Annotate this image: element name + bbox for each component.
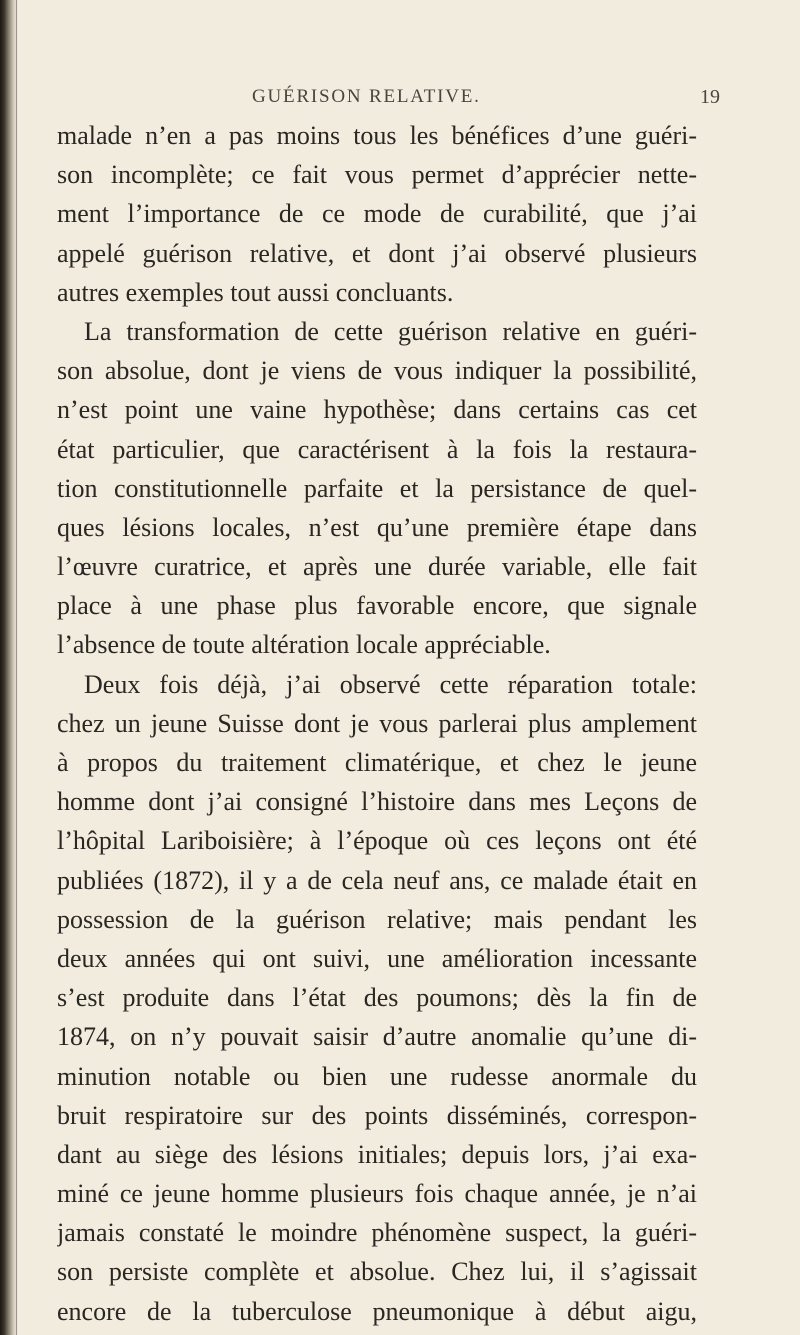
- text-line: Deux fois déjà, j’ai observé cette réparation totale:: [84, 669, 697, 699]
- text-line: appelé guérison relative, et dont j’ai observé plusieurs: [57, 238, 697, 268]
- text-line: dant au siège des lésions initiales; depuis lors, j’ai exa-: [57, 1139, 697, 1169]
- text-line: miné ce jeune homme plusieurs fois chaque année, je n’ai: [57, 1179, 697, 1209]
- body-text: [57, 116, 697, 1331]
- text-line: à propos du traitement climatérique, et chez le jeune: [57, 748, 697, 777]
- page-number: 19: [700, 86, 720, 108]
- text-line: l’œuvre curatrice, et après une durée variable, elle fait: [57, 552, 697, 582]
- text-line: jamais constaté le moindre phénomène suspect, la guéri-: [57, 1218, 697, 1248]
- text-line: bruit respiratoire sur des points disséminés, correspon-: [57, 1100, 697, 1130]
- text-line: l’hôpital Lariboisière; à l’époque où ces leçons ont été: [57, 826, 697, 856]
- text-line: homme dont j’ai consigné l’histoire dans mes Leçons de: [57, 787, 697, 817]
- text-line: ques lésions locales, n’est qu’une première étape dans: [57, 512, 697, 542]
- running-title: GUÉRISON RELATIVE.: [252, 86, 481, 107]
- text-line: l’absence de toute altération locale appréciable.: [57, 630, 551, 660]
- text-line: son incomplète; ce fait vous permet d’apprécier nette-: [57, 160, 697, 190]
- text-line: autres exemples tout aussi concluants.: [57, 277, 454, 307]
- text-line: s’est produite dans l’état des poumons; dès la fin de: [57, 983, 697, 1013]
- text-line: possession de la guérison relative; mais pendant les: [57, 904, 697, 934]
- running-header: [0, 86, 800, 116]
- text-line: La transformation de cette guérison relative en guéri-: [84, 316, 697, 346]
- text-line: son persiste complète et absolue. Chez lui, il s’agissait: [57, 1257, 697, 1287]
- text-line: 1874, on n’y pouvait saisir d’autre anomalie qu’une di-: [57, 1022, 697, 1052]
- text-line: état particulier, que caractérisent à la fois la restaura-: [57, 434, 697, 464]
- text-line: son absolue, dont je viens de vous indiquer la possibilité,: [57, 356, 697, 386]
- text-line: place à une phase plus favorable encore, que signale: [57, 591, 697, 621]
- text-line: n’est point une vaine hypothèse; dans certains cas cet: [57, 395, 697, 425]
- text-line: malade n’en a pas moins tous les bénéfices d’une guéri-: [57, 121, 697, 150]
- text-line: minution notable ou bien une rudesse anormale du: [57, 1061, 697, 1091]
- text-line: tion constitutionnelle parfaite et la persistance de quel-: [57, 473, 697, 503]
- text-line: chez un jeune Suisse dont je vous parlerai plus amplement: [57, 708, 697, 738]
- book-binding-edge: [16, 0, 17, 1335]
- text-line: publiées (1872), il y a de cela neuf ans, ce malade était en: [57, 865, 697, 895]
- text-line: deux années qui ont suivi, une amélioration incessante: [57, 943, 697, 973]
- text-line: encore de la tuberculose pneumonique à début aigu,: [57, 1296, 697, 1326]
- text-line: ment l’importance de ce mode de curabilité, que j’ai: [57, 199, 697, 229]
